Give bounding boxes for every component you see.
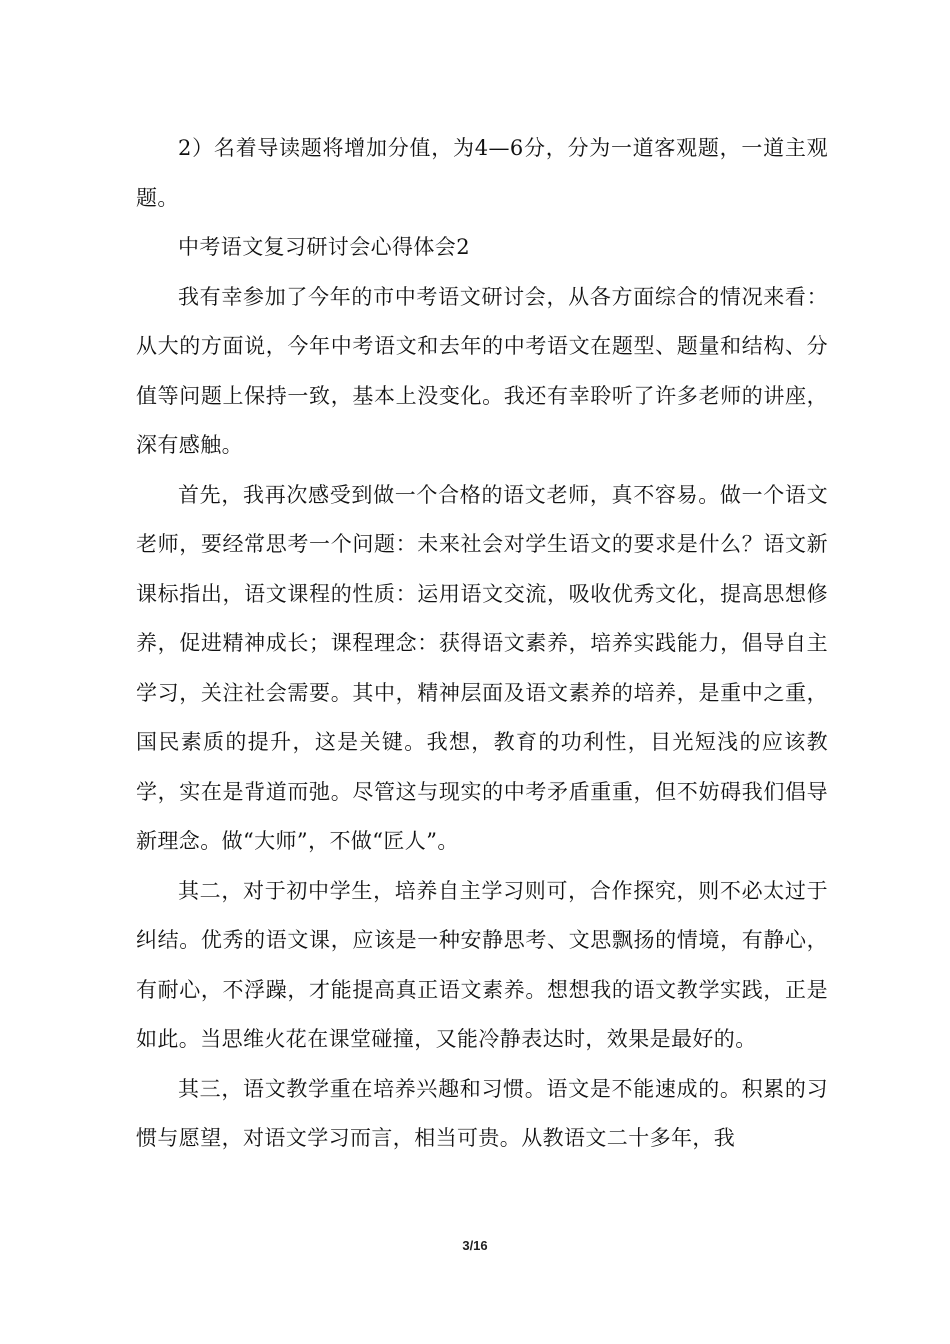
paragraph-intro: 我有幸参加了今年的市中考语文研讨会，从各方面综合的情况来看：从大的方面说，今年中考语文和去年的中考语文在题型、题量和结构、分值等问题上保持一致，基本上没变化。我还有幸聆听了许多老师的讲座，深有感触。 bbox=[136, 284, 828, 457]
section-title: 中考语文复习研讨会心得体会2 bbox=[178, 235, 470, 259]
paragraph-first-point: 首先，我再次感受到做一个合格的语文老师，真不容易。做一个语文老师，要经常思考一个问题：未来社会对学生语文的要求是什么？语文新课标指出，语文课程的性质：运用语文交流，吸收优秀文化，提高思想修养，促进精神成长；课程理念：获得语文素养，培养实践能力，倡导自主学习，关注社会需要。其中，精神层面及语文素养的培养，是重中之重，国民素质的提升，这是关键。我想，教育的功利性，目光短浅的应该教学，实在是背道而弛。尽管这与现实的中考矛盾重重，但不妨碍我们倡导新理念。做“大师”，不做“匠人”。 bbox=[136, 482, 828, 853]
page-number: 3/16 bbox=[462, 1238, 488, 1253]
paragraph-second-point: 其二，对于初中学生，培养自主学习则可，合作探究，则不必太过于纠结。优秀的语文课，应该是一种安静思考、文思飘扬的情境，有静心，有耐心，不浮躁，才能提高真正语文素养。想想我的语文教学实践，正是如此。当思维火花在课堂碰撞，又能冷静表达时，效果是最好的。 bbox=[136, 878, 828, 1051]
paragraph-reading-question-note: 2）名着导读题将增加分值，为4—6分，分为一道客观题，一道主观题。 bbox=[136, 136, 828, 210]
paragraph-third-point: 其三，语文教学重在培养兴趣和习惯。语文是不能速成的。积累的习惯与愿望，对语文学习而言，相当可贵。从教语文二十多年，我 bbox=[136, 1076, 828, 1150]
document-body bbox=[136, 124, 828, 1164]
